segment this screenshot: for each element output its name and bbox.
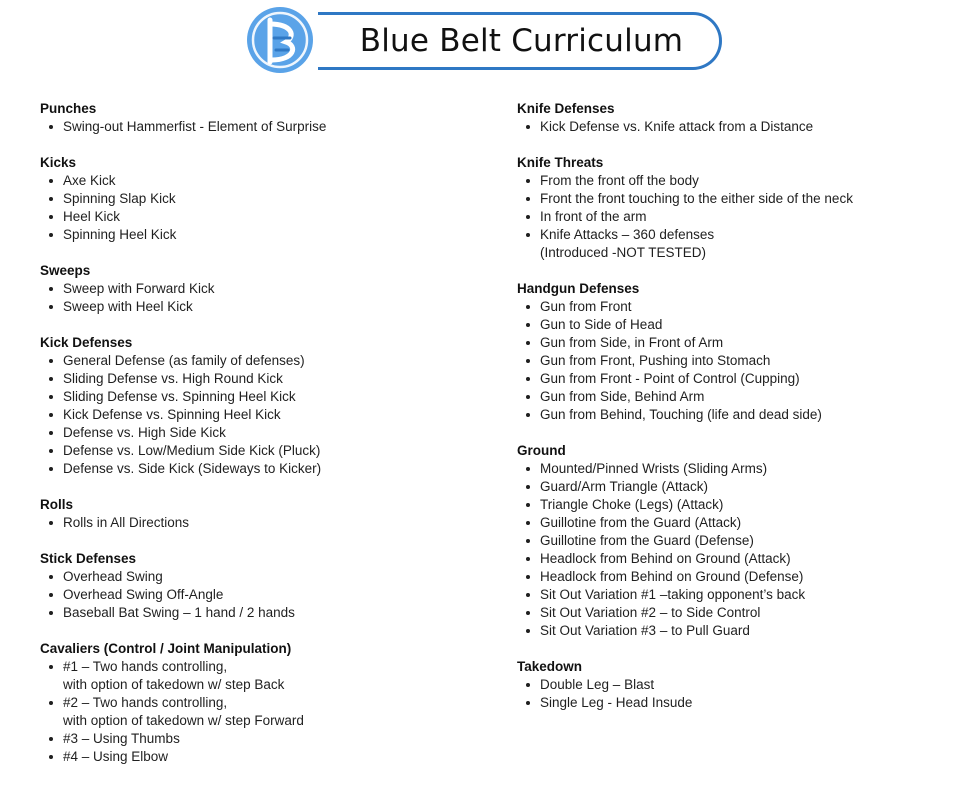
list-item-text: Defense vs. High Side Kick [63,425,226,440]
list-item-text: Sweep with Forward Kick [63,281,215,296]
list-item [40,190,490,208]
bullet-icon [526,593,530,597]
bullet-icon [49,125,53,129]
bullet-list [40,172,490,244]
bullet-icon [526,611,530,615]
bullet-icon [526,215,530,219]
list-item [40,352,490,370]
bullet-icon [49,449,53,453]
krav-maga-logo-icon [246,6,314,74]
section-heading: Kicks [40,155,77,170]
bullet-list [517,298,967,424]
list-item [517,172,967,190]
bullet-icon [49,521,53,525]
section-cavaliers-control-joint-manipulation [40,640,490,766]
list-item [517,370,967,388]
bullet-list [517,172,967,262]
list-item [40,208,490,226]
bullet-icon [526,323,530,327]
bullet-icon [526,557,530,561]
bullet-icon [49,755,53,759]
bullet-icon [49,665,53,669]
list-item-text: In front of the arm [540,209,647,224]
list-item-text: Sweep with Heel Kick [63,299,193,314]
list-item-text: Gun to Side of Head [540,317,663,332]
list-item-text: Swing-out Hammerfist - Element of Surprise [63,119,327,134]
list-item-text: Front the front touching to the either side of the neck [540,191,853,206]
page-header [0,0,980,90]
list-item [40,460,490,478]
list-item [517,622,967,640]
list-item [517,208,967,226]
list-item [40,118,490,136]
list-item-text: Gun from Front [540,299,632,314]
list-item [517,118,967,136]
list-item [40,442,490,460]
bullet-list [40,568,490,622]
list-item-text: Gun from Front - Point of Control (Cupping) [540,371,800,386]
bullet-icon [526,503,530,507]
list-item-text: Headlock from Behind on Ground (Attack) [540,551,791,566]
section-ground [517,442,967,640]
list-item-text: Spinning Heel Kick [63,227,177,242]
left-column [40,100,490,784]
list-item-text: From the front off the body [540,173,699,188]
list-item-text: Sit Out Variation #2 – to Side Control [540,605,761,620]
list-item [517,496,967,514]
bullet-list [40,352,490,478]
bullet-icon [49,413,53,417]
list-item-text: Single Leg - Head Insude [540,695,693,710]
section-knife-threats [517,154,967,262]
section-heading: Stick Defenses [40,551,137,566]
list-item [40,748,490,766]
list-item [40,568,490,586]
bullet-icon [526,395,530,399]
section-heading: Takedown [517,659,583,674]
list-item-text: with option of takedown w/ step Back [63,677,285,692]
section-kicks [40,154,490,244]
list-item-text: Rolls in All Directions [63,515,190,530]
list-item-text: Spinning Slap Kick [63,191,176,206]
bullet-icon [526,575,530,579]
list-item [517,298,967,316]
bullet-list [517,676,967,712]
list-item [517,478,967,496]
list-item [40,658,490,694]
list-item [40,388,490,406]
bullet-icon [49,377,53,381]
section-sweeps [40,262,490,316]
bullet-list [40,280,490,316]
list-item-text: Gun from Side, in Front of Arm [540,335,724,350]
bullet-icon [49,431,53,435]
list-item [517,334,967,352]
bullet-icon [526,485,530,489]
bullet-icon [49,305,53,309]
section-knife-defenses [517,100,967,136]
section-heading: Knife Defenses [517,101,615,116]
list-item [40,424,490,442]
list-item-text: Heel Kick [63,209,121,224]
list-item-text: Baseball Bat Swing – 1 hand / 2 hands [63,605,295,620]
bullet-icon [526,521,530,525]
section-takedown [517,658,967,712]
list-item [40,370,490,388]
list-item-text: Overhead Swing [63,569,163,584]
list-item-text: Guillotine from the Guard (Attack) [540,515,742,530]
list-item [40,226,490,244]
list-item [517,694,967,712]
bullet-icon [49,215,53,219]
list-item [517,406,967,424]
bullet-icon [49,701,53,705]
bullet-icon [526,701,530,705]
section-heading: Cavaliers (Control / Joint Manipulation) [40,641,292,656]
section-stick-defenses [40,550,490,622]
list-item [517,460,967,478]
list-item-text: (Introduced -NOT TESTED) [540,245,707,260]
title-banner [318,12,722,70]
list-item-text: General Defense (as family of defenses) [63,353,305,368]
bullet-list [40,658,490,766]
bullet-icon [526,179,530,183]
section-heading: Knife Threats [517,155,604,170]
bullet-icon [49,575,53,579]
list-item-text: #1 – Two hands controlling, [63,659,228,674]
list-item [517,550,967,568]
list-item [517,352,967,370]
page-title: Blue Belt Curriculum [359,23,684,59]
list-item-text: Defense vs. Side Kick (Sideways to Kicker) [63,461,322,476]
list-item-text: Sliding Defense vs. Spinning Heel Kick [63,389,296,404]
section-rolls [40,496,490,532]
list-item-text: Gun from Behind, Touching (life and dead side) [540,407,822,422]
list-item [517,568,967,586]
list-item-text: Kick Defense vs. Spinning Heel Kick [63,407,281,422]
bullet-icon [526,359,530,363]
list-item [517,604,967,622]
bullet-icon [526,629,530,633]
bullet-list [517,118,967,136]
list-item-text: Overhead Swing Off-Angle [63,587,224,602]
list-item-text: Axe Kick [63,173,116,188]
bullet-icon [526,305,530,309]
list-item-text: Guard/Arm Triangle (Attack) [540,479,709,494]
section-handgun-defenses [517,280,967,424]
bullet-list [517,460,967,640]
bullet-icon [49,179,53,183]
list-item [517,586,967,604]
list-item [517,676,967,694]
list-item [517,226,967,262]
list-item-text: Guillotine from the Guard (Defense) [540,533,754,548]
list-item [40,514,490,532]
list-item [40,298,490,316]
bullet-icon [526,341,530,345]
right-column [517,100,967,730]
list-item-text: Sit Out Variation #3 – to Pull Guard [540,623,750,638]
list-item [517,388,967,406]
bullet-icon [49,359,53,363]
bullet-list [40,514,490,532]
bullet-icon [49,233,53,237]
bullet-icon [49,593,53,597]
list-item-text: Double Leg – Blast [540,677,655,692]
bullet-icon [526,683,530,687]
list-item [40,406,490,424]
section-heading: Sweeps [40,263,91,278]
list-item-text: with option of takedown w/ step Forward [63,713,304,728]
section-heading: Punches [40,101,97,116]
list-item-text: Gun from Side, Behind Arm [540,389,705,404]
bullet-icon [526,467,530,471]
list-item [40,730,490,748]
list-item-text: Knife Attacks – 360 defenses [540,227,715,242]
bullet-list [40,118,490,136]
bullet-icon [49,197,53,201]
section-heading: Rolls [40,497,74,512]
section-kick-defenses [40,334,490,478]
list-item-text: Kick Defense vs. Knife attack from a Distance [540,119,814,134]
bullet-icon [49,287,53,291]
list-item-text: #3 – Using Thumbs [63,731,180,746]
bullet-icon [526,539,530,543]
section-heading: Handgun Defenses [517,281,640,296]
list-item-text: Mounted/Pinned Wrists (Sliding Arms) [540,461,768,476]
bullet-icon [49,737,53,741]
list-item-text: Triangle Choke (Legs) (Attack) [540,497,724,512]
list-item [517,316,967,334]
bullet-icon [526,413,530,417]
bullet-icon [526,233,530,237]
list-item [40,604,490,622]
section-heading: Ground [517,443,566,458]
list-item [517,190,967,208]
list-item-text: #4 – Using Elbow [63,749,169,764]
list-item [40,172,490,190]
bullet-icon [526,197,530,201]
section-heading: Kick Defenses [40,335,133,350]
list-item [40,586,490,604]
list-item-text: Sit Out Variation #1 –taking opponent’s back [540,587,806,602]
list-item-text: Defense vs. Low/Medium Side Kick (Pluck) [63,443,321,458]
bullet-icon [49,467,53,471]
list-item [517,514,967,532]
bullet-icon [49,611,53,615]
list-item [517,532,967,550]
list-item-text: Gun from Front, Pushing into Stomach [540,353,771,368]
list-item-text: #2 – Two hands controlling, [63,695,228,710]
list-item-text: Sliding Defense vs. High Round Kick [63,371,283,386]
bullet-icon [526,125,530,129]
list-item-text: Headlock from Behind on Ground (Defense) [540,569,804,584]
list-item [40,694,490,730]
bullet-icon [49,395,53,399]
list-item [40,280,490,298]
bullet-icon [526,377,530,381]
section-punches [40,100,490,136]
